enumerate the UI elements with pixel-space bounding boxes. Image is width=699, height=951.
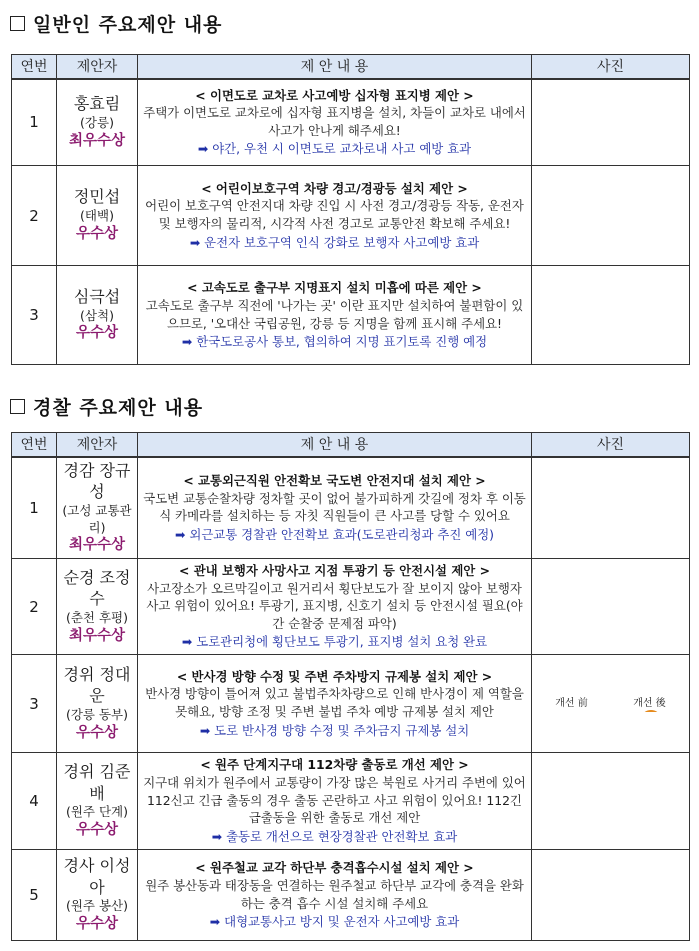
proposal-photo	[532, 266, 690, 365]
proposal-content	[138, 753, 532, 850]
table-row	[12, 457, 690, 559]
proposal-content	[138, 266, 532, 365]
proposer-cell	[57, 850, 138, 941]
proposer-name: 정민섭	[73, 187, 121, 207]
header-photo: 사진	[532, 433, 690, 457]
proposal-title: < 어린이보호구역 차량 경고/경광등 설치 제안 >	[201, 180, 468, 196]
proposal-result	[143, 140, 526, 158]
proposal-photo	[532, 457, 690, 559]
row-number: 3	[12, 655, 57, 753]
table-row	[12, 850, 690, 941]
section1-title	[10, 10, 222, 37]
row-number: 3	[12, 266, 57, 365]
table-row	[12, 166, 690, 266]
proposal-body: 고속도로 출구부 직전에 '나가는 곳' 이란 표지만 설치하여 불편함이 있으므로, '오대산 국립공원, 강릉 등 지명을 함께 표시해 주세요!	[145, 297, 524, 331]
award-badge: 최우수상	[68, 537, 126, 554]
award-badge: 우수상	[75, 724, 119, 741]
result-text: 대형교통사고 방지 및 운전자 사고예방 효과	[224, 914, 460, 930]
proposer-name: 경감 장규성	[63, 460, 131, 502]
arrow-right-icon: ➡	[175, 526, 186, 542]
proposal-body: 국도변 교통순찰차량 정차할 곳이 없어 불가피하게 갓길에 정차 후 이동식 카메라를 설치하는 등 자칫 직원들이 큰 사고를 당할 수 있어요	[143, 490, 526, 524]
proposal-result	[143, 234, 526, 252]
result-text: 한국도로공사 통보, 협의하여 지명 표기토록 진행 예정	[196, 334, 488, 350]
award-badge: 우수상	[75, 225, 119, 242]
proposal-content	[138, 850, 532, 941]
award-badge: 우수상	[75, 916, 119, 933]
result-text: 출동로 개선으로 현장경찰관 안전확보 효과	[226, 828, 458, 844]
proposal-photo	[532, 559, 690, 655]
proposer-cell	[57, 457, 138, 559]
award-badge: 최우수상	[68, 627, 126, 644]
proposer-name: 경위 김준배	[63, 762, 131, 803]
proposal-result	[143, 526, 526, 544]
header-photo: 사진	[532, 55, 690, 79]
checkbox-square-icon	[10, 16, 25, 31]
result-text: 외근교통 경찰관 안전확보 효과(도로관리청과 추진 예정)	[189, 526, 494, 542]
arrow-right-icon: ➡	[209, 914, 221, 930]
proposer-name: 경위 정대운	[63, 664, 131, 706]
proposer-cell	[57, 166, 138, 266]
section2-title-text: 경찰 주요제안 내용	[33, 397, 204, 419]
proposal-body: 원주 봉산동과 태장동을 연결하는 원주철교 하단부 교각에 충격을 완화하는 충격 흡수 시설 설치해 주세요	[145, 877, 524, 911]
proposer-affiliation: (강릉 동부)	[65, 706, 129, 722]
table-row	[12, 266, 690, 365]
proposal-title: < 교통외근직원 안전확보 국도변 안전지대 설치 제안 >	[183, 473, 486, 489]
arrow-right-icon: ➡	[189, 234, 201, 250]
mirror-before-after-photo	[534, 696, 687, 712]
proposal-title: < 고속도로 출구부 지명표지 설치 미흡에 따른 제안 >	[187, 280, 482, 296]
proposal-photo	[532, 753, 690, 850]
proposal-photo	[532, 655, 690, 753]
before-label: 개선 前	[555, 697, 588, 709]
table-row	[12, 655, 690, 753]
proposal-result	[143, 722, 526, 740]
proposal-body: 주택가 이면도로 교차로에 십자형 표지병을 설치, 차들이 교차로 내에서 사고가 안나게 해주세요!	[143, 105, 526, 138]
proposer-affiliation: (원주 봉산)	[65, 898, 129, 914]
arrow-right-icon: ➡	[199, 722, 211, 738]
proposal-content	[138, 457, 532, 559]
general-proposals-table	[11, 54, 690, 365]
header-content: 제 안 내 용	[138, 55, 532, 79]
proposal-content	[138, 655, 532, 753]
arrow-right-icon: ➡	[181, 334, 193, 350]
proposer-affiliation: (원주 단계)	[65, 804, 129, 820]
proposal-result	[143, 828, 526, 846]
award-badge: 우수상	[75, 325, 119, 342]
arrow-right-icon: ➡	[181, 634, 193, 650]
proposer-affiliation: (고성 교통관리)	[62, 502, 132, 535]
proposer-name: 홍효림	[73, 94, 121, 114]
row-number: 1	[12, 457, 57, 559]
checkbox-square-icon	[10, 399, 25, 414]
arrow-right-icon: ➡	[211, 828, 223, 844]
proposer-affiliation: (춘천 후평)	[65, 609, 129, 625]
proposal-photo	[532, 79, 690, 166]
table-row	[12, 753, 690, 850]
header-proposer: 제안자	[57, 433, 138, 457]
section2-title	[10, 393, 203, 420]
proposal-content	[138, 559, 532, 655]
after-label: 개선 後	[633, 697, 666, 709]
arrow-right-icon: ➡	[197, 141, 209, 157]
proposal-body: 지구대 위치가 원주에서 교통량이 가장 많은 북원로 사거리 주변에 있어 112신고 긴급 출동의 경우 출동 곤란하고 사고 위험이 있어요! 112긴급출동을 위한 출동로 개선 제안	[143, 775, 526, 826]
award-badge: 우수상	[75, 822, 119, 839]
proposer-cell	[57, 753, 138, 850]
row-number: 5	[12, 850, 57, 941]
proposer-name: 심극섭	[73, 286, 121, 306]
proposer-affiliation: (삼척)	[80, 307, 114, 323]
proposal-title: < 원주 단계지구대 112차량 출동로 개선 제안 >	[200, 757, 469, 773]
row-number: 4	[12, 753, 57, 850]
proposer-affiliation: (태백)	[80, 208, 114, 224]
header-no: 연번	[12, 433, 57, 457]
proposal-result	[143, 633, 526, 651]
proposer-name: 순경 조정수	[63, 567, 131, 609]
award-badge: 최우수상	[68, 132, 126, 149]
proposer-cell	[57, 559, 138, 655]
proposal-title: < 반사경 방향 수정 및 주변 주차방지 규제봉 설치 제안 >	[176, 668, 493, 684]
proposer-cell	[57, 79, 138, 166]
police-proposals-table	[11, 432, 690, 941]
proposer-cell	[57, 655, 138, 753]
proposer-affiliation: (강릉)	[80, 114, 114, 130]
result-text: 도로 반사경 방향 수정 및 주차금지 규제봉 설치	[214, 722, 470, 738]
proposal-body: 반사경 방향이 틀어져 있고 불법주차차량으로 인해 반사경이 제 역할을 못해요, 방향 조정 및 주변 불법 주차 예방 규제봉 설치 제안	[145, 686, 524, 719]
row-number: 2	[12, 559, 57, 655]
proposal-photo	[532, 166, 690, 266]
row-number: 1	[12, 79, 57, 166]
proposer-name: 경사 이성아	[63, 856, 131, 897]
proposal-photo	[532, 850, 690, 941]
result-text: 운전자 보호구역 인식 강화로 보행자 사고예방 효과	[204, 234, 480, 250]
proposal-title: < 원주철교 교각 하단부 충격흡수시설 설치 제안 >	[195, 860, 474, 876]
header-content: 제 안 내 용	[138, 433, 532, 457]
proposer-cell	[57, 266, 138, 365]
section1-title-text: 일반인 주요제안 내용	[33, 14, 223, 36]
proposal-result	[143, 333, 526, 351]
proposal-body: 사고장소가 오르막길이고 원거리서 횡단보도가 잘 보이지 않아 보행자 사고 위험이 있어요! 투광기, 표지병, 신호기 설치 등 안전시설 필요(야간 순찰중 문제점 파악)	[146, 580, 523, 631]
result-text: 야간, 우천 시 이면도로 교차로내 사고 예방 효과	[212, 141, 472, 157]
proposal-content	[138, 166, 532, 266]
proposal-content	[138, 79, 532, 166]
proposal-body: 어린이 보호구역 안전지대 차량 진입 시 사전 경고/경광등 작동, 운전자 및 보행자의 물리적, 시각적 사전 경고로 교통안전 확보해 주세요!	[145, 198, 524, 231]
row-number: 2	[12, 166, 57, 266]
result-text: 도로관리청에 횡단보도 투광기, 표지병 설치 요청 완료	[196, 634, 488, 650]
header-no: 연번	[12, 55, 57, 79]
header-proposer: 제안자	[57, 55, 138, 79]
table-row	[12, 79, 690, 166]
proposal-title: < 관내 보행자 사망사고 지점 투광기 등 안전시설 제안 >	[179, 562, 490, 578]
proposal-title: < 이면도로 교차로 사고예방 십자형 표지병 제안 >	[195, 87, 474, 103]
table-row	[12, 559, 690, 655]
proposal-result	[143, 913, 526, 931]
